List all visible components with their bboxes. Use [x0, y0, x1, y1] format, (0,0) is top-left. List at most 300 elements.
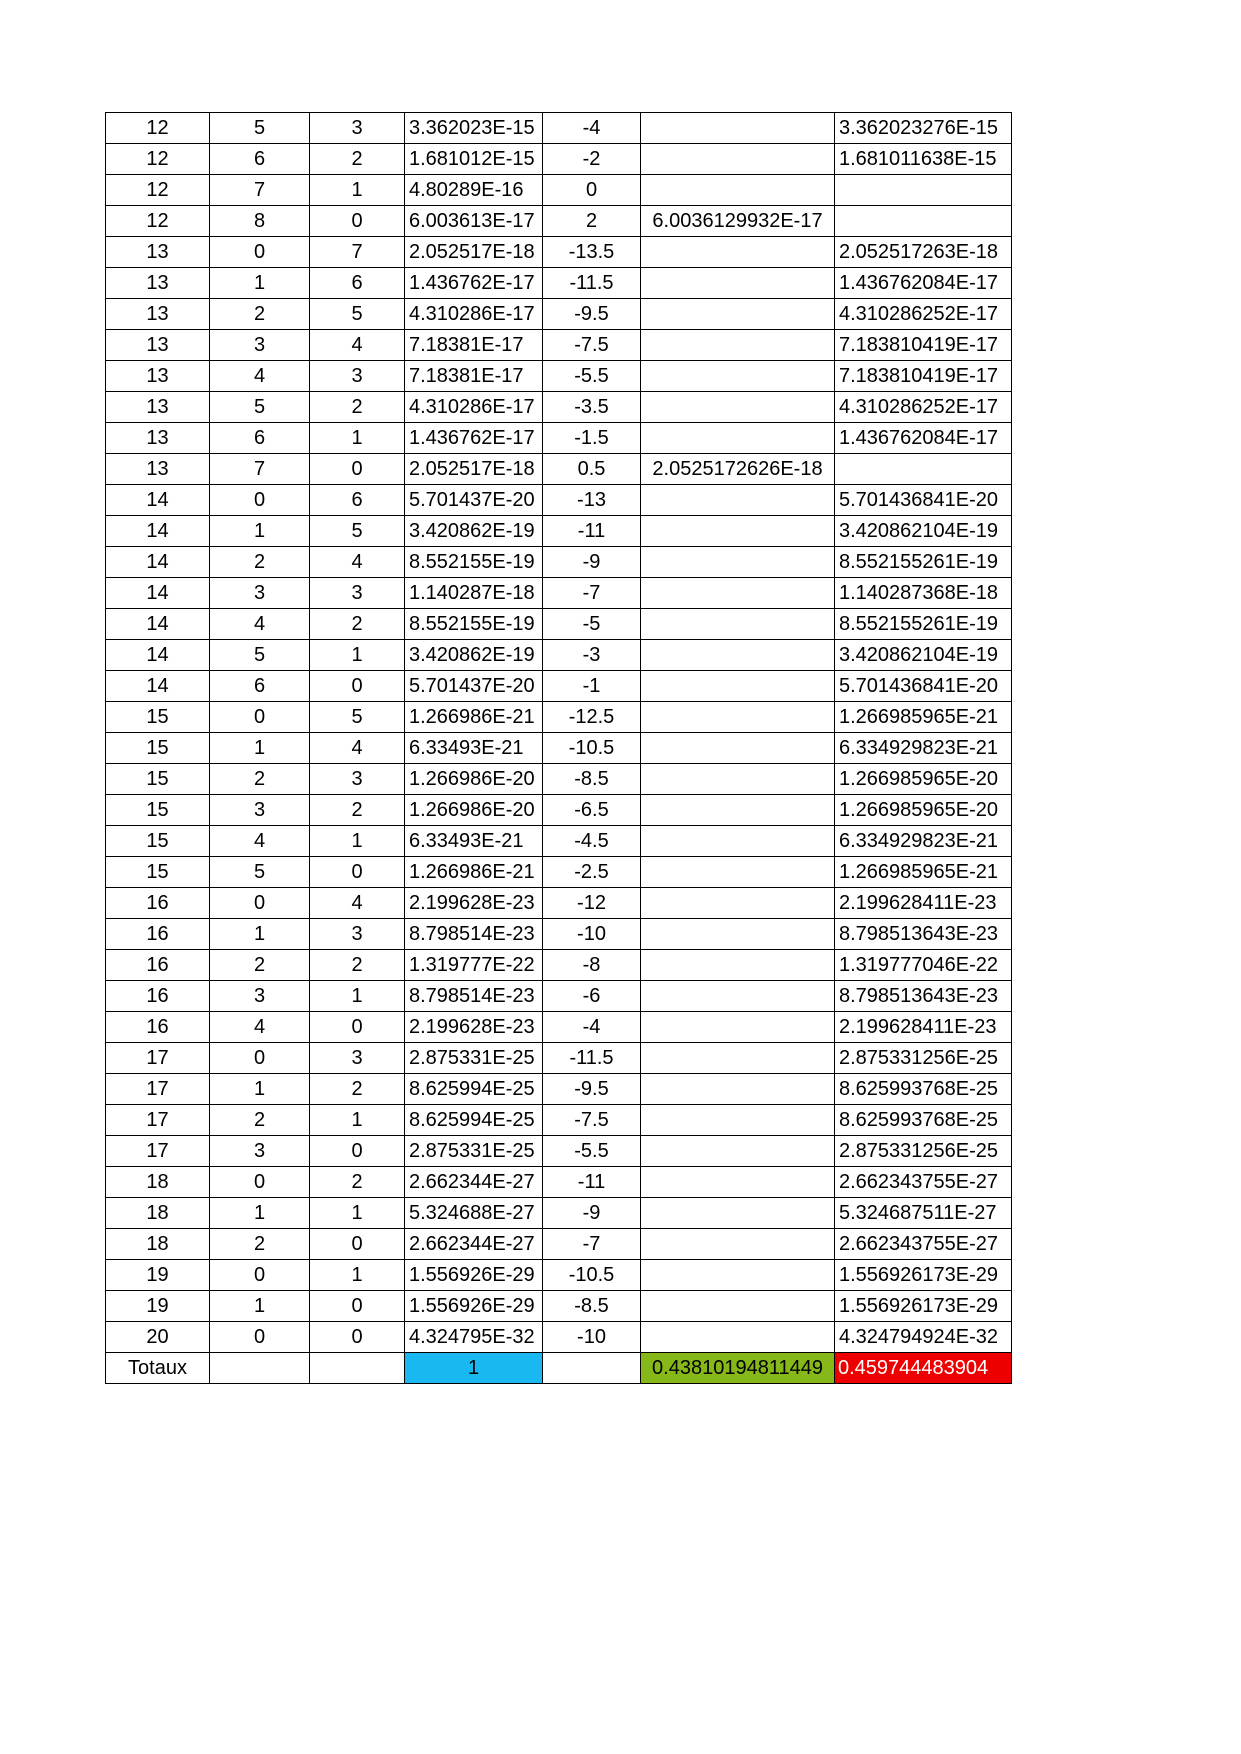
col-a-cell: 14 — [106, 671, 210, 702]
value-cell: 0.5 — [543, 454, 641, 485]
probability-cell: 5.324688E-27 — [405, 1198, 543, 1229]
col-a-cell: 13 — [106, 454, 210, 485]
col-a-cell: 16 — [106, 919, 210, 950]
red-value-cell: 1.556926173E-29 — [835, 1291, 1012, 1322]
green-value-cell — [641, 857, 835, 888]
value-cell: 0 — [543, 175, 641, 206]
col-c-cell: 0 — [310, 1322, 405, 1353]
green-value-cell — [641, 1136, 835, 1167]
red-value-cell: 2.875331256E-25 — [835, 1043, 1012, 1074]
table-row — [106, 1291, 1012, 1322]
red-value-cell: 8.798513643E-23 — [835, 981, 1012, 1012]
table-row — [106, 547, 1012, 578]
value-cell: -8.5 — [543, 1291, 641, 1322]
green-value-cell — [641, 981, 835, 1012]
probability-cell: 7.18381E-17 — [405, 361, 543, 392]
probability-cell: 5.701437E-20 — [405, 671, 543, 702]
col-a-cell: 17 — [106, 1043, 210, 1074]
red-value-cell: 8.625993768E-25 — [835, 1105, 1012, 1136]
green-value-cell — [641, 1012, 835, 1043]
probability-cell: 8.798514E-23 — [405, 981, 543, 1012]
col-b-cell: 4 — [210, 361, 310, 392]
col-b-cell: 6 — [210, 423, 310, 454]
col-c-cell: 2 — [310, 144, 405, 175]
green-value-cell — [641, 237, 835, 268]
col-a-cell: 16 — [106, 888, 210, 919]
red-value-cell: 2.052517263E-18 — [835, 237, 1012, 268]
green-value-cell — [641, 1105, 835, 1136]
green-total-cell: 0.43810194811449 — [641, 1353, 835, 1384]
col-c-cell: 3 — [310, 578, 405, 609]
table-row — [106, 795, 1012, 826]
value-cell: -3 — [543, 640, 641, 671]
probability-cell: 1.556926E-29 — [405, 1260, 543, 1291]
table-row — [106, 454, 1012, 485]
table-row — [106, 423, 1012, 454]
col-c-cell: 0 — [310, 1136, 405, 1167]
col-b-cell: 4 — [210, 1012, 310, 1043]
col-a-cell: 12 — [106, 113, 210, 144]
col-c-cell: 0 — [310, 671, 405, 702]
value-cell: -3.5 — [543, 392, 641, 423]
col-c-cell: 5 — [310, 516, 405, 547]
col-c-cell: 0 — [310, 857, 405, 888]
col-b-cell: 3 — [210, 330, 310, 361]
col-c-cell: 1 — [310, 826, 405, 857]
probability-cell: 1.266986E-20 — [405, 764, 543, 795]
col-a-cell: 14 — [106, 516, 210, 547]
col-b-cell: 3 — [210, 795, 310, 826]
col-b-cell: 0 — [210, 888, 310, 919]
col-a-cell: 12 — [106, 175, 210, 206]
value-cell: -5.5 — [543, 1136, 641, 1167]
col-a-cell: 20 — [106, 1322, 210, 1353]
col-b-cell: 1 — [210, 1074, 310, 1105]
col-b-cell: 1 — [210, 1291, 310, 1322]
value-cell: -9 — [543, 547, 641, 578]
red-value-cell: 6.334929823E-21 — [835, 826, 1012, 857]
green-value-cell — [641, 733, 835, 764]
probability-cell: 8.798514E-23 — [405, 919, 543, 950]
table-body — [106, 113, 1012, 1353]
red-value-cell: 2.199628411E-23 — [835, 888, 1012, 919]
col-a-cell: 13 — [106, 237, 210, 268]
green-value-cell — [641, 268, 835, 299]
green-value-cell — [641, 826, 835, 857]
table-row — [106, 1322, 1012, 1353]
value-cell: -4 — [543, 113, 641, 144]
col-a-cell: 16 — [106, 950, 210, 981]
red-value-cell: 1.266985965E-21 — [835, 857, 1012, 888]
col-a-cell: 17 — [106, 1136, 210, 1167]
table-row — [106, 981, 1012, 1012]
probability-cell: 8.625994E-25 — [405, 1074, 543, 1105]
value-cell: -10.5 — [543, 733, 641, 764]
col-a-cell: 13 — [106, 268, 210, 299]
probability-cell: 7.18381E-17 — [405, 330, 543, 361]
col-c-cell: 1 — [310, 423, 405, 454]
table-row — [106, 1167, 1012, 1198]
value-cell: -10 — [543, 919, 641, 950]
red-value-cell: 4.310286252E-17 — [835, 392, 1012, 423]
col-b-cell: 6 — [210, 144, 310, 175]
col-a-cell: 14 — [106, 609, 210, 640]
value-cell: -11 — [543, 1167, 641, 1198]
probability-cell: 1.319777E-22 — [405, 950, 543, 981]
probability-cell: 1.266986E-21 — [405, 702, 543, 733]
value-cell: -9 — [543, 1198, 641, 1229]
red-value-cell: 7.183810419E-17 — [835, 361, 1012, 392]
probability-cell: 6.003613E-17 — [405, 206, 543, 237]
col-a-cell: 14 — [106, 640, 210, 671]
green-value-cell: 2.0525172626E-18 — [641, 454, 835, 485]
col-c-cell: 3 — [310, 113, 405, 144]
green-value-cell — [641, 1291, 835, 1322]
table-row — [106, 485, 1012, 516]
col-a-cell: 17 — [106, 1105, 210, 1136]
col-a-cell: 12 — [106, 144, 210, 175]
table-row — [106, 578, 1012, 609]
probability-cell: 1.266986E-20 — [405, 795, 543, 826]
red-value-cell — [835, 454, 1012, 485]
green-value-cell — [641, 1260, 835, 1291]
col-b-cell: 5 — [210, 640, 310, 671]
value-cell: -10.5 — [543, 1260, 641, 1291]
green-value-cell — [641, 888, 835, 919]
col-a-cell: 17 — [106, 1074, 210, 1105]
probability-sum-cell: 1 — [405, 1353, 543, 1384]
table-row — [106, 702, 1012, 733]
col-c-cell: 0 — [310, 1012, 405, 1043]
table-row — [106, 950, 1012, 981]
probability-cell: 1.681012E-15 — [405, 144, 543, 175]
red-value-cell: 4.310286252E-17 — [835, 299, 1012, 330]
col-b-cell: 0 — [210, 1043, 310, 1074]
green-value-cell — [641, 144, 835, 175]
value-cell: -7 — [543, 578, 641, 609]
col-b-cell: 7 — [210, 175, 310, 206]
red-value-cell: 3.420862104E-19 — [835, 640, 1012, 671]
col-a-cell: 15 — [106, 826, 210, 857]
red-value-cell: 1.556926173E-29 — [835, 1260, 1012, 1291]
col-a-cell: 13 — [106, 423, 210, 454]
red-total-cell: 0.459744483904 — [835, 1353, 1012, 1384]
probability-cell: 4.80289E-16 — [405, 175, 543, 206]
probability-cell: 1.556926E-29 — [405, 1291, 543, 1322]
col-c-cell: 2 — [310, 1074, 405, 1105]
col-b-cell: 2 — [210, 299, 310, 330]
red-value-cell: 5.701436841E-20 — [835, 671, 1012, 702]
green-value-cell — [641, 578, 835, 609]
col-a-cell: 14 — [106, 578, 210, 609]
probability-cell: 2.662344E-27 — [405, 1167, 543, 1198]
col-c-cell: 2 — [310, 392, 405, 423]
value-cell: -8.5 — [543, 764, 641, 795]
red-value-cell: 1.266985965E-21 — [835, 702, 1012, 733]
green-value-cell — [641, 299, 835, 330]
probability-cell: 4.324795E-32 — [405, 1322, 543, 1353]
col-b-cell: 0 — [210, 485, 310, 516]
green-value-cell — [641, 950, 835, 981]
table-row — [106, 826, 1012, 857]
col-b-cell: 7 — [210, 454, 310, 485]
value-cell: -4.5 — [543, 826, 641, 857]
value-cell: -6 — [543, 981, 641, 1012]
value-cell: -11.5 — [543, 268, 641, 299]
table-row — [106, 361, 1012, 392]
col-c-cell: 2 — [310, 795, 405, 826]
green-value-cell — [641, 764, 835, 795]
red-value-cell: 3.420862104E-19 — [835, 516, 1012, 547]
col-a-cell: 13 — [106, 392, 210, 423]
red-value-cell: 7.183810419E-17 — [835, 330, 1012, 361]
value-cell: -1 — [543, 671, 641, 702]
red-value-cell: 5.701436841E-20 — [835, 485, 1012, 516]
table-row — [106, 1012, 1012, 1043]
green-value-cell — [641, 547, 835, 578]
probability-cell: 4.310286E-17 — [405, 299, 543, 330]
value-cell: -7.5 — [543, 1105, 641, 1136]
col-c-cell: 3 — [310, 1043, 405, 1074]
col-c-cell: 4 — [310, 888, 405, 919]
value-cell: -13 — [543, 485, 641, 516]
value-cell: -10 — [543, 1322, 641, 1353]
probability-cell: 3.420862E-19 — [405, 516, 543, 547]
green-value-cell — [641, 516, 835, 547]
totals-section — [106, 1353, 1012, 1384]
value-cell: -5.5 — [543, 361, 641, 392]
col-c-cell: 1 — [310, 175, 405, 206]
value-cell: -9.5 — [543, 1074, 641, 1105]
col-a-cell: 18 — [106, 1167, 210, 1198]
col-b-cell: 6 — [210, 671, 310, 702]
col-c-cell: 3 — [310, 919, 405, 950]
probability-cell: 2.875331E-25 — [405, 1136, 543, 1167]
col-b-cell: 1 — [210, 1198, 310, 1229]
value-cell: -2.5 — [543, 857, 641, 888]
col-a-cell: 13 — [106, 299, 210, 330]
totals-empty-cell — [310, 1353, 405, 1384]
probability-cell: 2.052517E-18 — [405, 237, 543, 268]
table-row — [106, 919, 1012, 950]
col-a-cell: 18 — [106, 1198, 210, 1229]
green-value-cell — [641, 175, 835, 206]
totals-row — [106, 1353, 1012, 1384]
table-row — [106, 299, 1012, 330]
col-a-cell: 16 — [106, 981, 210, 1012]
probability-cell: 3.420862E-19 — [405, 640, 543, 671]
value-cell: -8 — [543, 950, 641, 981]
probability-cell: 8.552155E-19 — [405, 547, 543, 578]
col-b-cell: 1 — [210, 516, 310, 547]
col-c-cell: 1 — [310, 1198, 405, 1229]
probability-cell: 5.701437E-20 — [405, 485, 543, 516]
green-value-cell — [641, 1167, 835, 1198]
red-value-cell: 2.199628411E-23 — [835, 1012, 1012, 1043]
green-value-cell — [641, 361, 835, 392]
red-value-cell: 8.552155261E-19 — [835, 547, 1012, 578]
totals-empty-cell — [543, 1353, 641, 1384]
col-c-cell: 4 — [310, 547, 405, 578]
table-row — [106, 857, 1012, 888]
green-value-cell — [641, 1074, 835, 1105]
col-b-cell: 0 — [210, 1260, 310, 1291]
col-c-cell: 3 — [310, 764, 405, 795]
table-row — [106, 1074, 1012, 1105]
red-value-cell: 8.625993768E-25 — [835, 1074, 1012, 1105]
col-b-cell: 5 — [210, 857, 310, 888]
col-a-cell: 13 — [106, 361, 210, 392]
red-value-cell: 1.436762084E-17 — [835, 268, 1012, 299]
col-a-cell: 19 — [106, 1260, 210, 1291]
value-cell: -7.5 — [543, 330, 641, 361]
table-row — [106, 1105, 1012, 1136]
col-a-cell: 14 — [106, 547, 210, 578]
value-cell: -4 — [543, 1012, 641, 1043]
col-b-cell: 1 — [210, 919, 310, 950]
col-c-cell: 4 — [310, 330, 405, 361]
table-row — [106, 888, 1012, 919]
red-value-cell: 5.324687511E-27 — [835, 1198, 1012, 1229]
green-value-cell — [641, 392, 835, 423]
col-b-cell: 2 — [210, 1229, 310, 1260]
col-c-cell: 0 — [310, 1291, 405, 1322]
table-row — [106, 1260, 1012, 1291]
probability-cell: 1.140287E-18 — [405, 578, 543, 609]
col-c-cell: 2 — [310, 609, 405, 640]
data-table — [105, 112, 1012, 1384]
green-value-cell — [641, 1043, 835, 1074]
col-c-cell: 1 — [310, 981, 405, 1012]
red-value-cell: 1.681011638E-15 — [835, 144, 1012, 175]
col-c-cell: 5 — [310, 702, 405, 733]
green-value-cell — [641, 423, 835, 454]
col-a-cell: 15 — [106, 795, 210, 826]
green-value-cell — [641, 330, 835, 361]
value-cell: -11.5 — [543, 1043, 641, 1074]
red-value-cell — [835, 206, 1012, 237]
red-value-cell: 1.319777046E-22 — [835, 950, 1012, 981]
value-cell: -12 — [543, 888, 641, 919]
col-a-cell: 12 — [106, 206, 210, 237]
probability-cell: 2.052517E-18 — [405, 454, 543, 485]
col-b-cell: 1 — [210, 733, 310, 764]
table-row — [106, 764, 1012, 795]
green-value-cell — [641, 113, 835, 144]
col-b-cell: 5 — [210, 392, 310, 423]
probability-cell: 2.199628E-23 — [405, 888, 543, 919]
col-a-cell: 15 — [106, 702, 210, 733]
table-row — [106, 330, 1012, 361]
col-b-cell: 0 — [210, 1322, 310, 1353]
probability-cell: 6.33493E-21 — [405, 826, 543, 857]
table-row — [106, 113, 1012, 144]
probability-cell: 1.266986E-21 — [405, 857, 543, 888]
value-cell: -5 — [543, 609, 641, 640]
green-value-cell — [641, 1229, 835, 1260]
value-cell: -6.5 — [543, 795, 641, 826]
value-cell: -11 — [543, 516, 641, 547]
table-row — [106, 1229, 1012, 1260]
col-c-cell: 6 — [310, 485, 405, 516]
probability-cell: 8.552155E-19 — [405, 609, 543, 640]
col-b-cell: 3 — [210, 578, 310, 609]
green-value-cell — [641, 609, 835, 640]
green-value-cell — [641, 640, 835, 671]
red-value-cell: 2.662343755E-27 — [835, 1229, 1012, 1260]
table-row — [106, 609, 1012, 640]
table-row — [106, 392, 1012, 423]
table-row — [106, 733, 1012, 764]
col-b-cell: 4 — [210, 826, 310, 857]
table-row — [106, 640, 1012, 671]
col-a-cell: 19 — [106, 1291, 210, 1322]
col-c-cell: 0 — [310, 454, 405, 485]
col-b-cell: 8 — [210, 206, 310, 237]
table-row — [106, 516, 1012, 547]
probability-cell: 1.436762E-17 — [405, 268, 543, 299]
col-c-cell: 5 — [310, 299, 405, 330]
red-value-cell: 8.552155261E-19 — [835, 609, 1012, 640]
col-c-cell: 0 — [310, 1229, 405, 1260]
red-value-cell: 8.798513643E-23 — [835, 919, 1012, 950]
red-value-cell: 4.324794924E-32 — [835, 1322, 1012, 1353]
red-value-cell: 2.662343755E-27 — [835, 1167, 1012, 1198]
table-row — [106, 1043, 1012, 1074]
red-value-cell — [835, 175, 1012, 206]
probability-cell: 2.199628E-23 — [405, 1012, 543, 1043]
col-c-cell: 7 — [310, 237, 405, 268]
col-b-cell: 4 — [210, 609, 310, 640]
col-c-cell: 6 — [310, 268, 405, 299]
col-c-cell: 0 — [310, 206, 405, 237]
value-cell: -1.5 — [543, 423, 641, 454]
table-row — [106, 1136, 1012, 1167]
col-a-cell: 15 — [106, 857, 210, 888]
green-value-cell — [641, 1322, 835, 1353]
col-b-cell: 3 — [210, 1136, 310, 1167]
col-b-cell: 3 — [210, 981, 310, 1012]
col-c-cell: 1 — [310, 1105, 405, 1136]
col-c-cell: 2 — [310, 950, 405, 981]
col-c-cell: 1 — [310, 1260, 405, 1291]
table-row — [106, 144, 1012, 175]
red-value-cell: 1.266985965E-20 — [835, 795, 1012, 826]
green-value-cell — [641, 671, 835, 702]
col-b-cell: 2 — [210, 764, 310, 795]
col-a-cell: 13 — [106, 330, 210, 361]
value-cell: 2 — [543, 206, 641, 237]
probability-cell: 6.33493E-21 — [405, 733, 543, 764]
red-value-cell: 1.266985965E-20 — [835, 764, 1012, 795]
table-row — [106, 671, 1012, 702]
col-c-cell: 1 — [310, 640, 405, 671]
green-value-cell — [641, 919, 835, 950]
col-b-cell: 2 — [210, 950, 310, 981]
table-row — [106, 206, 1012, 237]
col-b-cell: 2 — [210, 547, 310, 578]
totals-empty-cell — [210, 1353, 310, 1384]
red-value-cell: 1.436762084E-17 — [835, 423, 1012, 454]
probability-cell: 2.662344E-27 — [405, 1229, 543, 1260]
table-row — [106, 237, 1012, 268]
totals-label: Totaux — [106, 1353, 210, 1384]
red-value-cell: 1.140287368E-18 — [835, 578, 1012, 609]
green-value-cell — [641, 702, 835, 733]
probability-cell: 1.436762E-17 — [405, 423, 543, 454]
green-value-cell: 6.0036129932E-17 — [641, 206, 835, 237]
value-cell: -12.5 — [543, 702, 641, 733]
